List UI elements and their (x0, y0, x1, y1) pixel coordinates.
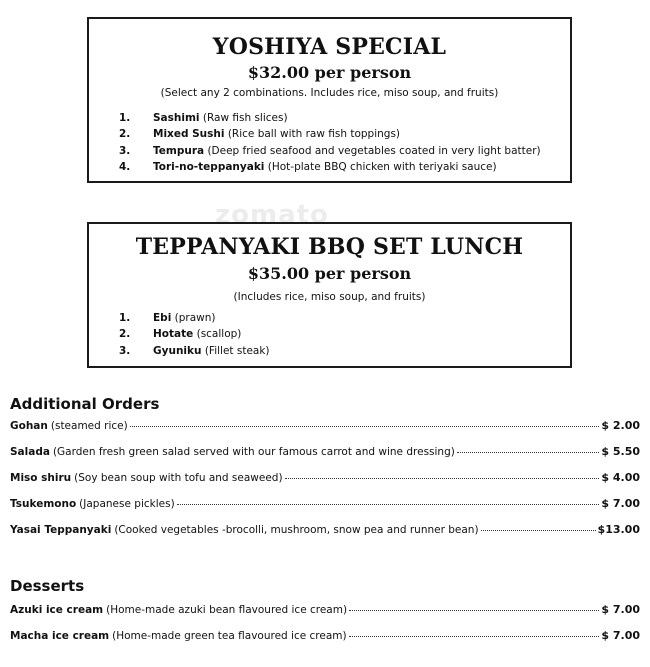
list-item: 4. Tori-no-teppanyaki (Hot-plate BBQ chicken with teriyaki sauce) (119, 160, 497, 173)
teppanyaki-set-items (89, 310, 570, 359)
additional-orders-list (10, 419, 640, 549)
list-item: 3. Tempura (Deep fried seafood and vegetables coated in very light batter) (119, 144, 541, 157)
list-item: 1. Ebi (prawn) (119, 312, 216, 324)
menu-row: Salada (Garden fresh green salad served with our famous carrot and wine dressing) $ 5.50 (10, 445, 640, 458)
dot-leader (481, 530, 596, 531)
dot-leader (130, 426, 600, 427)
menu-row: Miso shiru (Soy bean soup with tofu and seaweed) $ 4.00 (10, 471, 640, 484)
desserts-list (10, 603, 640, 655)
dot-leader (177, 504, 600, 505)
yoshiya-special-box (87, 17, 572, 183)
menu-row: Azuki ice cream (Home-made azuki bean flavoured ice cream) $ 7.00 (10, 603, 640, 616)
dot-leader (457, 452, 600, 453)
menu-row: Tsukemono (Japanese pickles) $ 7.00 (10, 497, 640, 510)
dot-leader (285, 478, 600, 479)
desserts-title: Desserts (10, 577, 85, 595)
zomato-watermark: zomato (215, 200, 329, 230)
yoshiya-special-note: (Select any 2 combinations. Includes rice, miso soup, and fruits) (160, 87, 499, 99)
teppanyaki-set-title: TEPPANYAKI BBQ SET LUNCH (135, 234, 524, 260)
list-item: 3. Gyuniku (Fillet steak) (119, 344, 270, 357)
yoshiya-special-title: YOSHIYA SPECIAL (212, 34, 447, 60)
list-item: 1. Sashimi (Raw fish slices) (119, 112, 288, 124)
menu-row: Macha ice cream (Home-made green tea flavoured ice cream) $ 7.00 (10, 629, 640, 642)
list-item: 2. Hotate (scallop) (119, 328, 242, 341)
dot-leader (349, 610, 599, 611)
list-item: 2. Mixed Sushi (Rice ball with raw fish toppings) (119, 128, 401, 141)
menu-row: Gohan (steamed rice) $ 2.00 (10, 419, 640, 432)
menu-row: Yasai Teppanyaki (Cooked vegetables -brocolli, mushroom, snow pea and runner bean) $13.00 (10, 523, 640, 536)
teppanyaki-set-price: $35.00 per person (247, 264, 412, 283)
dot-leader (349, 636, 600, 637)
yoshiya-special-price: $32.00 per person (247, 63, 412, 82)
yoshiya-special-items (89, 110, 570, 175)
teppanyaki-set-note: (Includes rice, miso soup, and fruits) (233, 291, 426, 303)
teppanyaki-set-box (87, 222, 572, 368)
additional-orders-title: Additional Orders (10, 395, 160, 413)
